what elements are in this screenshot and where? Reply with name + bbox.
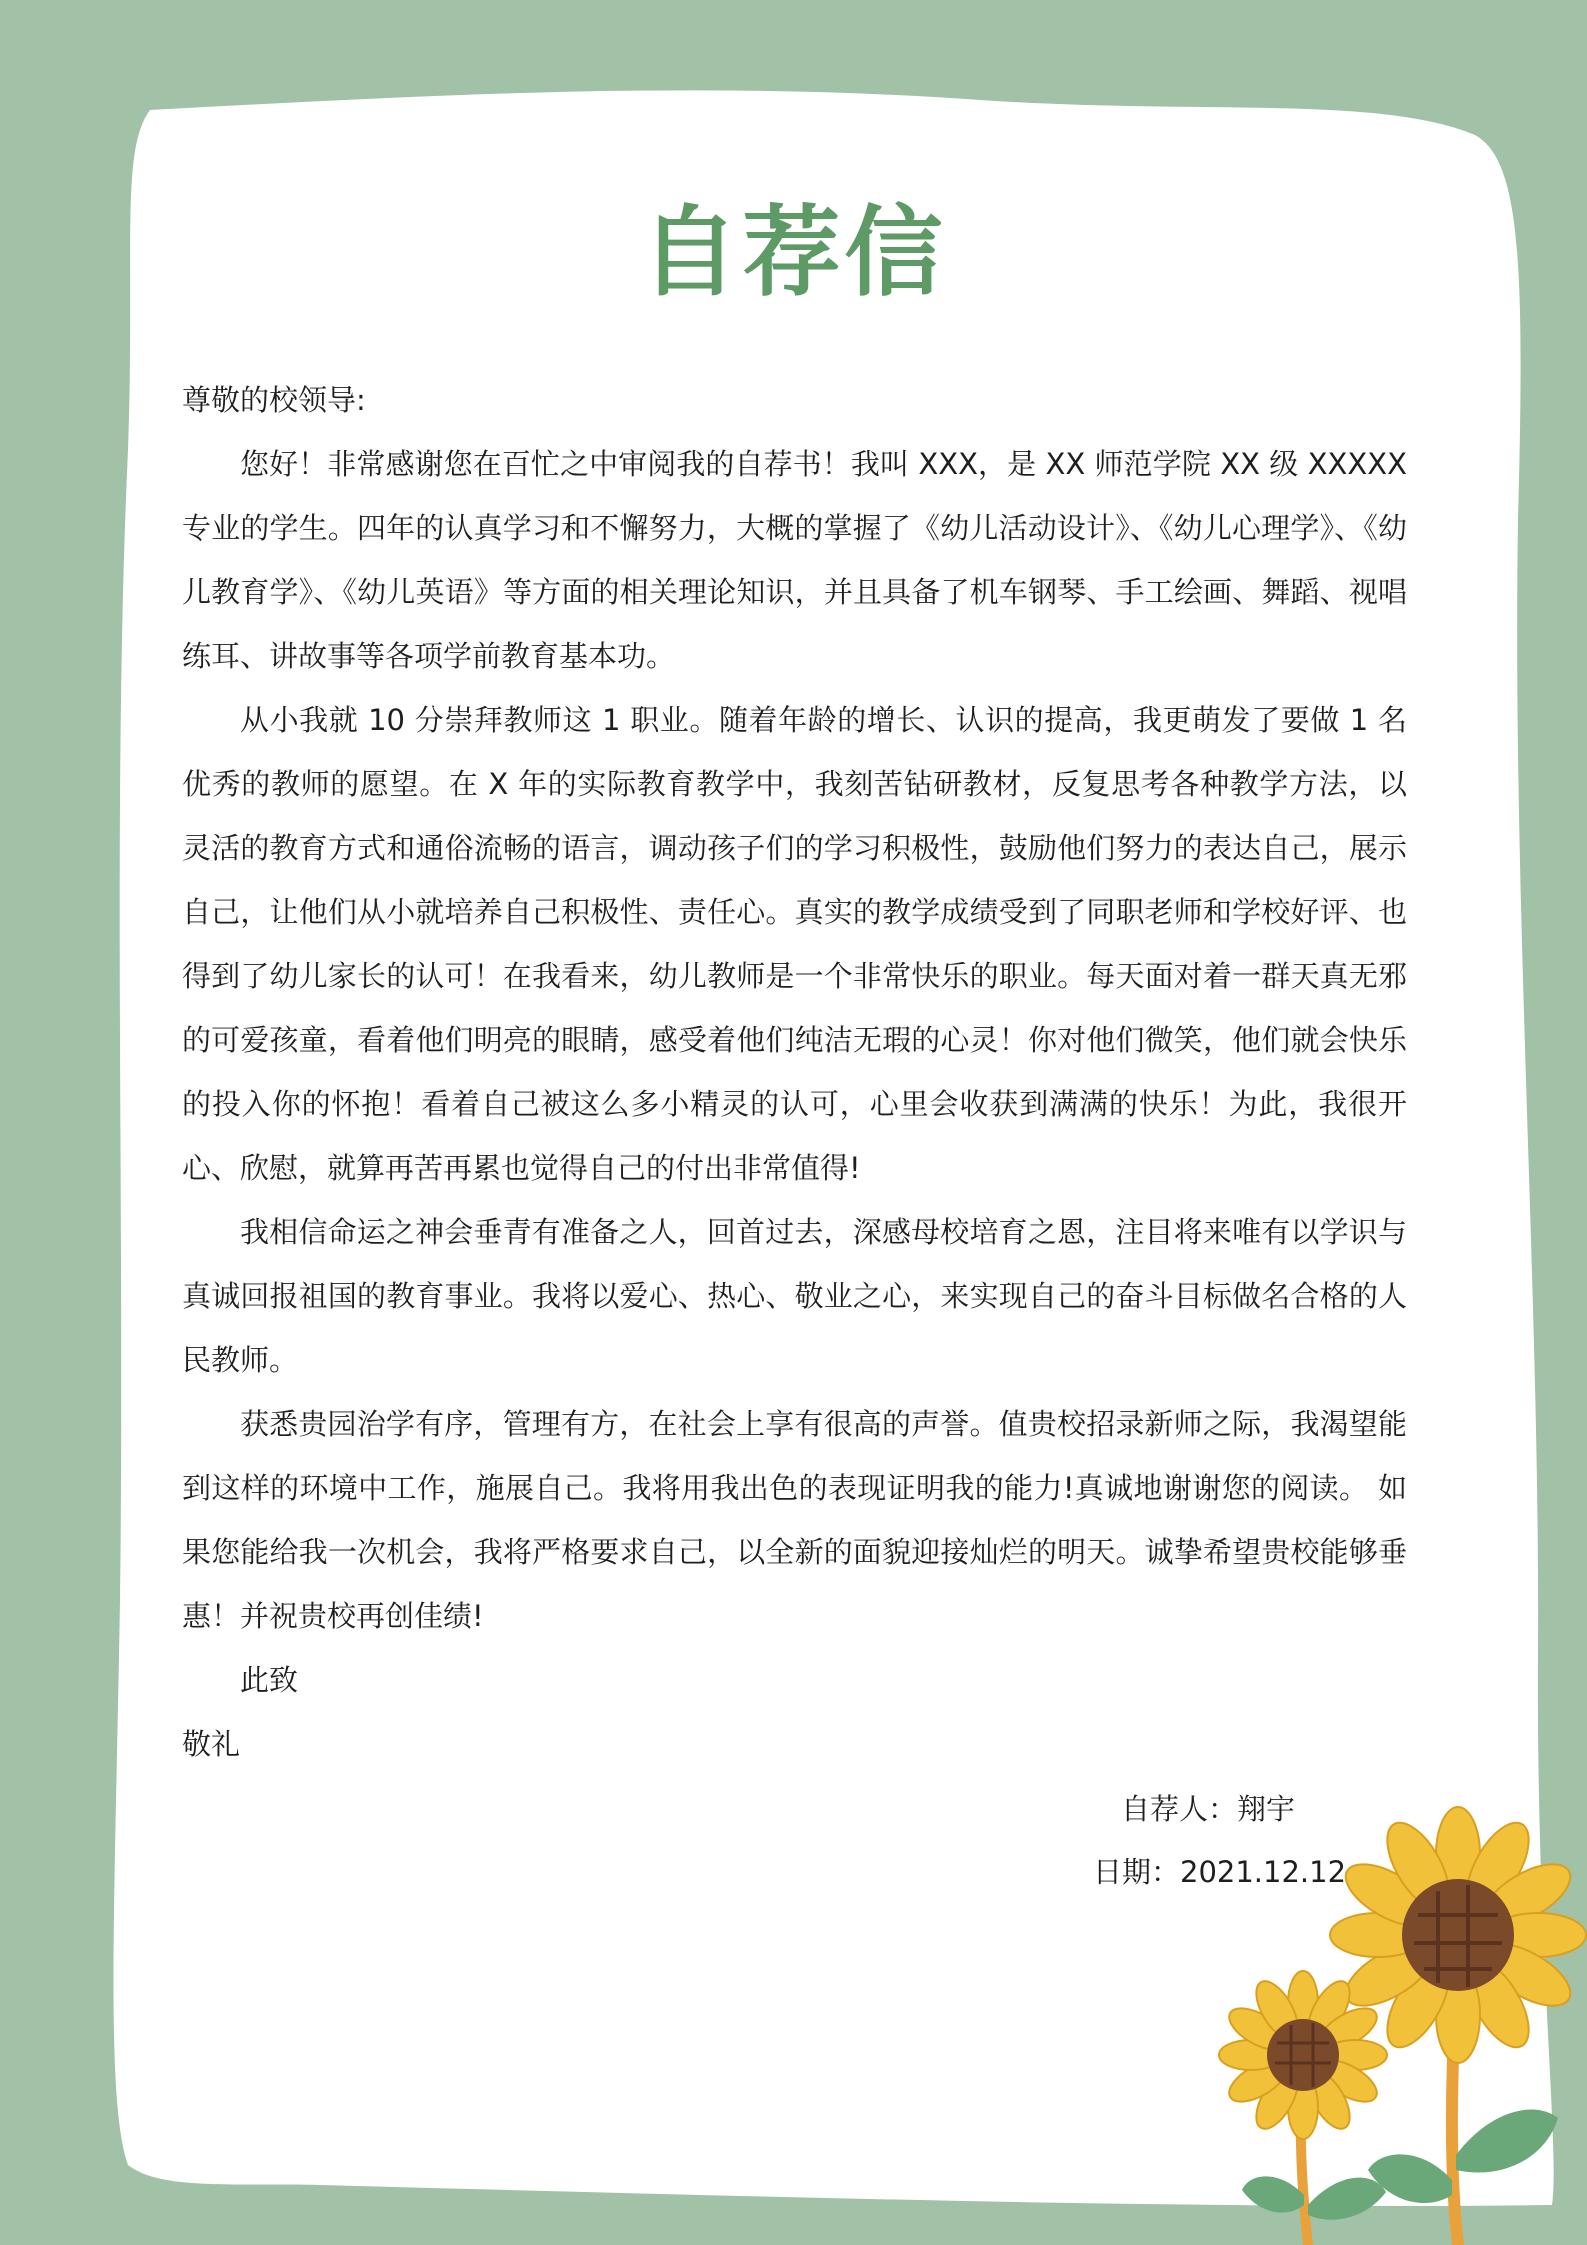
paragraph-2: 从小我就 10 分崇拜教师这 1 职业。随着年龄的增长、认识的提高，我更萌发了要做 1 名优秀的教师的愿望。在 X 年的实际教育教学中，我刻苦钻研教材，反复思考各种教学方法，以灵活的教育方式和通俗流畅的语言，调动孩子们的学习积极性，鼓励他们努力的表达自己，展示自己，让他们从小就培养自己积极性、责任心。真实的教学成绩受到了同职老师和学校好评、也得到了幼儿家长的认可！在我看来，幼儿教师是一个非常快乐的职业。每天面对着一群天真无邪的可爱孩童，看着他们明亮的眼睛，感受着他们纯洁无瑕的心灵！你对他们微笑，他们就会快乐的投入你的怀抱！看着自己被这么多小精灵的认可，心里会收获到满满的快乐！为此，我很开心、欣慰，就算再苦再累也觉得自己的付出非常值得!: [182, 703, 1407, 1185]
letter-body: [182, 368, 1407, 1776]
leaf-icon: [1456, 2110, 1558, 2173]
paragraph-1: 您好！非常感谢您在百忙之中审阅我的自荐书！我叫 XXX，是 XX 师范学院 XX 级 XXXXX 专业的学生。四年的认真学习和不懈努力，大概的掌握了《幼儿活动设计》、《幼儿心理学》、《幼儿教育学》、《幼儿英语》等方面的相关理论知识，并且具备了机车钢琴、手工绘画、舞蹈、视唱练耳、讲故事等各项学前教育基本功。: [182, 447, 1407, 673]
leaf-icon: [1242, 2176, 1304, 2212]
leaf-icon: [1308, 2178, 1386, 2220]
paragraph-4: 获悉贵园治学有序，管理有方，在社会上享有很高的声誉。值贵校招录新师之际，我渴望能到这样的环境中工作，施展自己。我将用我出色的表现证明我的能力!真诚地谢谢您的阅读。 如果您能给我一次机会，我将严格要求自己，以全新的面貌迎接灿烂的明天。诚挚希望贵校能够垂惠！并祝贵校再创佳绩!: [182, 1407, 1407, 1633]
sunflowers-decoration: [1190, 1800, 1587, 2245]
page-title: 自荐信: [640, 196, 947, 310]
paragraph-3: 我相信命运之神会垂青有准备之人，回首过去，深感母校培育之恩，注目将来唯有以学识与真诚回报祖国的教育事业。我将以爱心、热心、敬业之心，来实现自己的奋斗目标做名合格的人民教师。: [182, 1215, 1407, 1377]
signature: 自荐人：翔宇: [1121, 1792, 1296, 1826]
letter-date: 日期：2021.12.12: [1093, 1855, 1347, 1889]
regards: 敬礼: [182, 1727, 241, 1761]
closing-line: 此致: [240, 1663, 299, 1697]
salutation: 尊敬的校领导:: [182, 383, 366, 417]
